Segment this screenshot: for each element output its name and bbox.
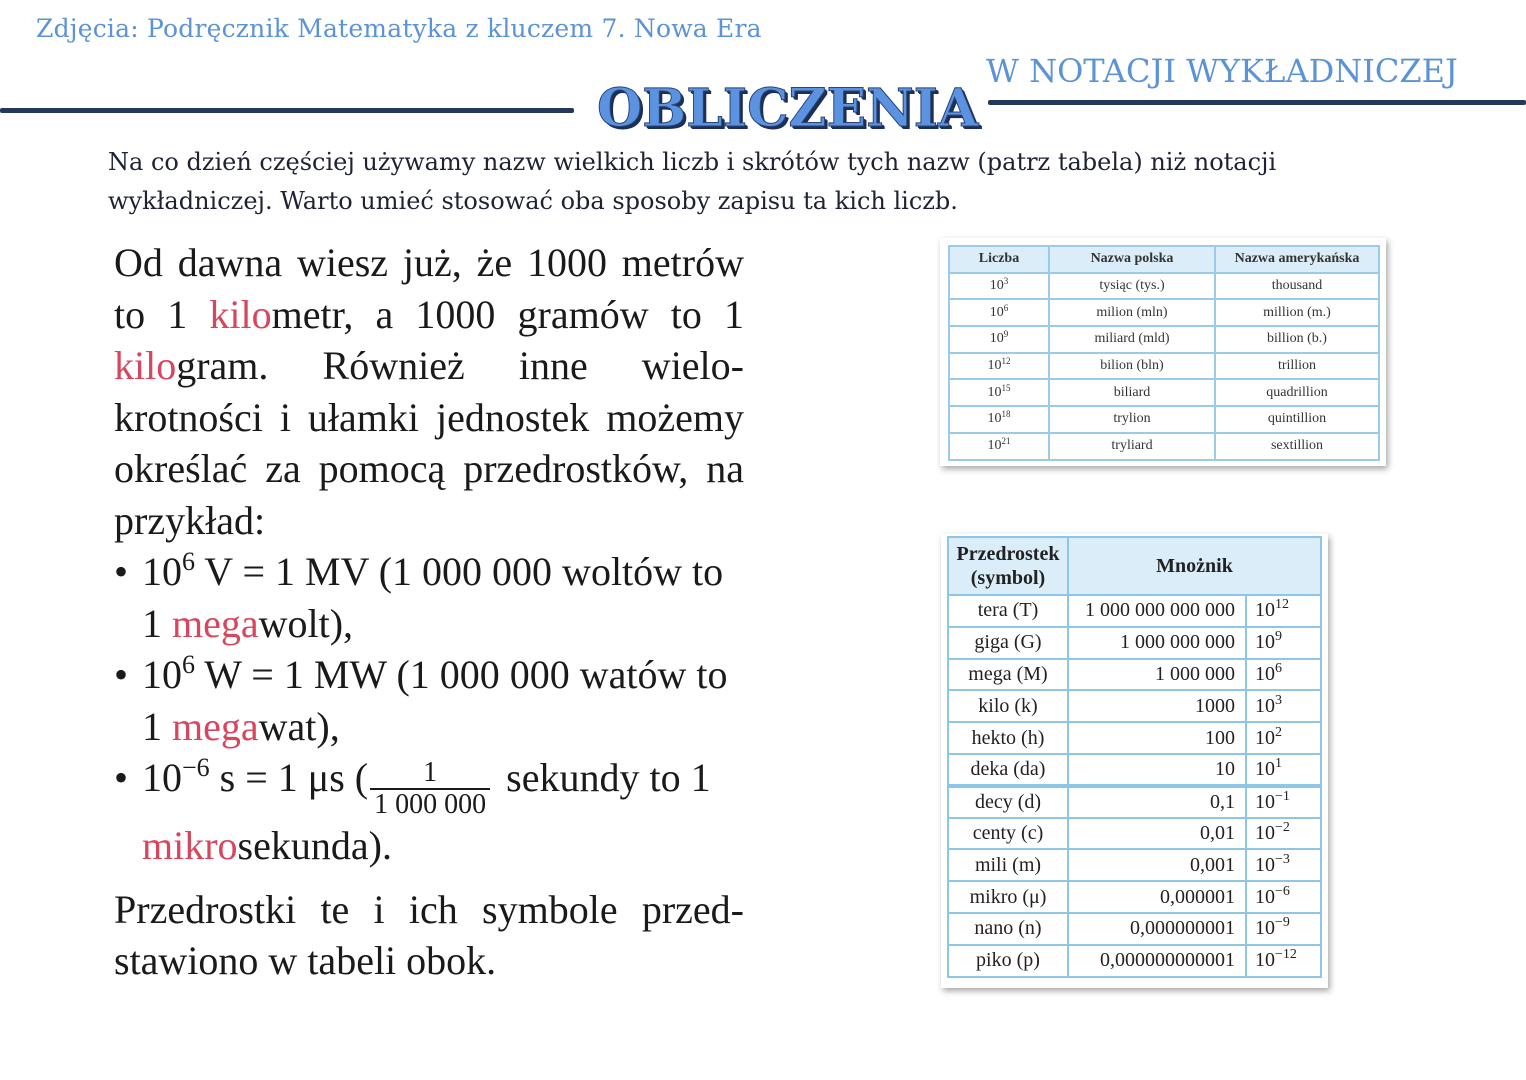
cell-number: $10^{12}$ — [949, 353, 1049, 380]
cell-power: $10^{12}$ — [1246, 595, 1321, 627]
table-row — [948, 945, 1321, 977]
example-item — [114, 546, 744, 649]
highlight-prefix: mega — [172, 600, 259, 646]
bullet-icon: • — [114, 652, 129, 697]
cell-multiplier: 0,1 — [1068, 786, 1246, 818]
power-base: 10 — [142, 755, 182, 800]
cell-prefix: piko (p) — [948, 945, 1068, 977]
cell-polish-name: bilion (bln) — [1049, 353, 1215, 380]
cell-multiplier: 100 — [1068, 722, 1246, 754]
cell-number: $10^3$ — [949, 273, 1049, 300]
cell-polish-name: tysiąc (tys.) — [1049, 273, 1215, 300]
highlight-prefix: kilo — [209, 291, 272, 337]
divider-right — [988, 100, 1526, 105]
cell-prefix: kilo (k) — [948, 690, 1068, 722]
fraction — [370, 758, 490, 820]
text: gram. Również inne wielokrotności i ułamki jednostek możemy określać za pomocą przedrostków, na przykład: — [114, 343, 744, 543]
text: wolt), — [258, 600, 354, 646]
cell-power: $10^{-2}$ — [1246, 818, 1321, 850]
cell-polish-name: miliard (mld) — [1049, 326, 1215, 353]
cell-power: $10^1$ — [1246, 754, 1321, 786]
table-row — [948, 786, 1321, 818]
cell-multiplier: 1 000 000 — [1068, 659, 1246, 691]
power-exponent: −6 — [182, 753, 210, 782]
table-row — [949, 273, 1379, 300]
table-row — [949, 433, 1379, 460]
text: W = 1 MW (1 000 000 watów to 1 — [142, 652, 728, 749]
body-paragraph — [114, 237, 744, 546]
example-item — [114, 649, 744, 752]
table-row — [949, 406, 1379, 433]
cell-american-name: billion (b.) — [1215, 326, 1379, 353]
cell-multiplier: 10 — [1068, 754, 1246, 786]
cell-number: $10^6$ — [949, 299, 1049, 326]
cell-multiplier: 1 000 000 000 000 — [1068, 595, 1246, 627]
cell-number: $10^9$ — [949, 326, 1049, 353]
cell-power: $10^2$ — [1246, 722, 1321, 754]
closing-paragraph: Przedrostki te i ich symbole przedstawiono w tabeli obok. — [114, 886, 744, 983]
cell-prefix: mili (m) — [948, 849, 1068, 881]
table-row — [948, 690, 1321, 722]
cell-polish-name: biliard — [1049, 379, 1215, 406]
cell-polish-name: trylion — [1049, 406, 1215, 433]
cell-power: $10^9$ — [1246, 627, 1321, 659]
table-row — [948, 913, 1321, 945]
cell-prefix: nano (n) — [948, 913, 1068, 945]
cell-multiplier: 0,000001 — [1068, 881, 1246, 913]
power-base: 10 — [142, 652, 182, 697]
column-header: Nazwa amerykańska — [1215, 246, 1379, 273]
cell-number: $10^{15}$ — [949, 379, 1049, 406]
cell-multiplier: 0,000000001 — [1068, 913, 1246, 945]
table-row — [948, 849, 1321, 881]
bullet-icon: • — [114, 755, 129, 800]
cell-power: $10^{-1}$ — [1246, 786, 1321, 818]
cell-prefix: tera (T) — [948, 595, 1068, 627]
table-row — [948, 659, 1321, 691]
table-row — [948, 722, 1321, 754]
text: V = 1 MV (1 000 000 woltów to 1 — [142, 549, 724, 646]
table-row — [948, 754, 1321, 786]
highlight-prefix: mikro — [142, 823, 238, 868]
table-header-row — [948, 537, 1321, 595]
number-names-table — [948, 245, 1380, 461]
text: sekunda). — [237, 823, 392, 868]
body-text — [114, 237, 744, 987]
table-row — [948, 627, 1321, 659]
prefix-table — [947, 536, 1322, 978]
cell-american-name: thousand — [1215, 273, 1379, 300]
example-list — [114, 546, 744, 872]
fraction-denominator: 1 000 000 — [374, 789, 487, 820]
cell-multiplier: 0,001 — [1068, 849, 1246, 881]
highlight-prefix: mega — [172, 703, 259, 749]
cell-multiplier: 1 000 000 000 — [1068, 627, 1246, 659]
cell-power: $10^{-9}$ — [1246, 913, 1321, 945]
bullet-icon: • — [114, 549, 129, 594]
cell-power: $10^6$ — [1246, 659, 1321, 691]
cell-power: $10^{-3}$ — [1246, 849, 1321, 881]
cell-multiplier: 0,000000000001 — [1068, 945, 1246, 977]
fraction-numerator: 1 — [370, 758, 490, 790]
table-row — [948, 818, 1321, 850]
cell-prefix: mikro (μ) — [948, 881, 1068, 913]
cell-prefix: mega (M) — [948, 659, 1068, 691]
cell-american-name: trillion — [1215, 353, 1379, 380]
number-names-table-card — [940, 238, 1386, 466]
cell-number: $10^{18}$ — [949, 406, 1049, 433]
power-exponent: 6 — [182, 650, 195, 679]
text: sekundy to 1 — [496, 755, 711, 800]
cell-prefix: decy (d) — [948, 786, 1068, 818]
page-title: OBLICZENIA — [597, 78, 979, 139]
table-row — [948, 595, 1321, 627]
cell-american-name: quintillion — [1215, 406, 1379, 433]
column-header: Przedrostek (symbol) — [948, 537, 1068, 595]
highlight-prefix: kilo — [114, 343, 177, 388]
table-row — [949, 326, 1379, 353]
cell-multiplier: 1000 — [1068, 690, 1246, 722]
table-row — [949, 379, 1379, 406]
divider-left — [0, 108, 574, 113]
column-header: Mnożnik — [1068, 537, 1321, 595]
cell-american-name: sextillion — [1215, 433, 1379, 460]
cell-prefix: hekto (h) — [948, 722, 1068, 754]
cell-american-name: million (m.) — [1215, 299, 1379, 326]
prefix-table-card — [941, 534, 1328, 988]
cell-prefix: centy (c) — [948, 818, 1068, 850]
cell-number: $10^{21}$ — [949, 433, 1049, 460]
page-subtitle: W NOTACJI WYKŁADNICZEJ — [986, 52, 1458, 90]
cell-power: $10^{-6}$ — [1246, 881, 1321, 913]
table-header-row — [949, 246, 1379, 273]
cell-power: $10^{-12}$ — [1246, 945, 1321, 977]
cell-prefix: deka (da) — [948, 754, 1068, 786]
cell-polish-name: milion (mln) — [1049, 299, 1215, 326]
text: wat), — [258, 703, 340, 749]
power-base: 10 — [142, 549, 182, 594]
power-exponent: 6 — [182, 547, 195, 576]
example-item — [114, 752, 744, 872]
cell-prefix: giga (G) — [948, 627, 1068, 659]
column-header: Liczba — [949, 246, 1049, 273]
cell-polish-name: tryliard — [1049, 433, 1215, 460]
intro-paragraph: Na co dzień częściej używamy nazw wielkich liczb i skrótów tych nazw (patrz tabela) niż notacji wykładniczej. Warto umieć stosować oba sposoby zapisu ta kich liczb. — [108, 148, 1277, 215]
text: s = 1 μs ( — [209, 755, 369, 800]
table-row — [949, 353, 1379, 380]
cell-multiplier: 0,01 — [1068, 818, 1246, 850]
cell-power: $10^3$ — [1246, 690, 1321, 722]
source-caption: Zdjęcia: Podręcznik Matematyka z kluczem 7. Nowa Era — [36, 14, 762, 43]
table-row — [949, 299, 1379, 326]
text: metr, a 1000 gramów to 1 — [271, 291, 744, 337]
table-row — [948, 881, 1321, 913]
cell-american-name: quadrillion — [1215, 379, 1379, 406]
column-header: Nazwa polska — [1049, 246, 1215, 273]
text: Od dawna wiesz już, że 1000 metrów to 1 — [114, 240, 744, 337]
